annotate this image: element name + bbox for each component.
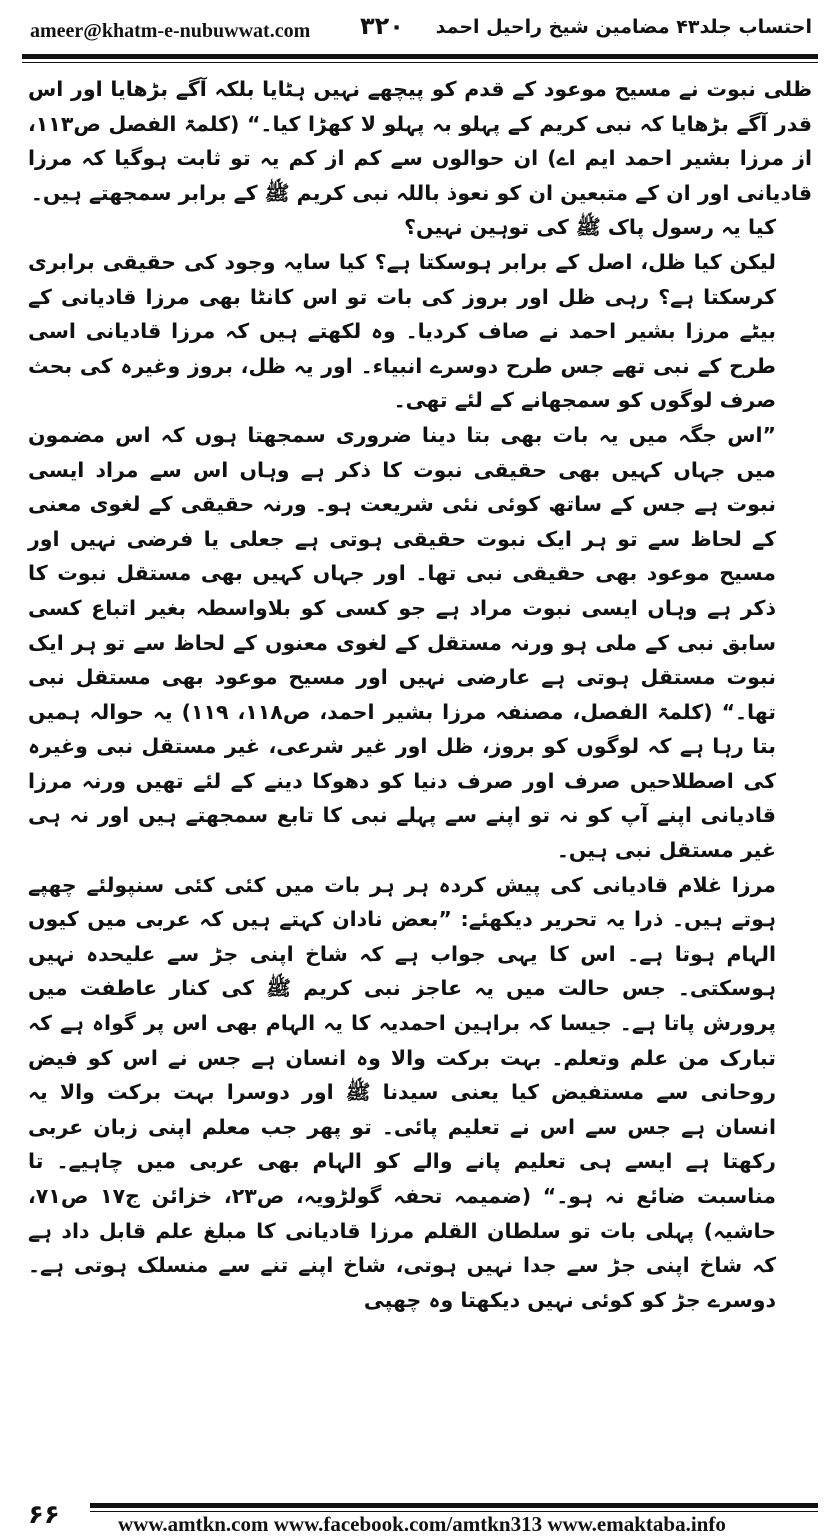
footer-page-number: ۶۶ [28, 1500, 60, 1530]
paragraph-2: کیا یہ رسول پاک ﷺ کی توہین نہیں؟ [404, 215, 776, 240]
header-rule-thick [22, 54, 818, 59]
paragraph-1: ظلی نبوت نے مسیح موعود کے قدم کو پیچھے نہیں ہٹایا بلکہ آگے بڑھایا اور اس قدر آگے بڑھایا کہ نبی کریم کے پہلو بہ پہلو لا کھڑا کیا۔“ (کلمۃ الفصل ص۱۱۳، از مرزا بشیر احمد ایم اے) ان حوالوں سے کم از کم یہ تو ثابت ہوگیا کہ مرزا قادیانی اور ان کے متبعین ان کو نعوذ باللہ نبی کریم ﷺ کے برابر سمجھتے ہیں۔ [28, 77, 812, 205]
footer-rule-thick [90, 1503, 818, 1508]
header-page-number: ۳۲۰ [360, 12, 404, 40]
paragraph-4-quote: ”اس جگہ میں یہ بات بھی بتا دینا ضروری سمجھتا ہوں کہ اس مضمون میں جہاں کہیں بھی حقیقی نبوت کا ذکر ہے وہاں اس سے مراد ایسی نبوت ہے جس کے ساتھ کوئی نئی شریعت ہو۔ ورنہ حقیقی کے لغوی معنی کے لحاظ سے تو ہر ایک نبوت حقیقی ہوتی ہے جعلی یا فرضی نہیں اور مسیح موعود بھی حقیقی نبی تھا۔ اور جہاں کہیں بھی مستقل نبوت کا ذکر ہے وہاں ایسی نبوت مراد ہے جو کسی کو بلاواسطہ بغیر اتباع کسی سابق نبی کے ملی ہو ورنہ مستقل کے لغوی معنوں کے لحاظ سے تو ہر ایک نبوت مستقل ہوتی ہے عارضی نہیں اور مسیح موعود بھی مستقل نبی تھا۔“ (کلمۃ الفصل، مصنفہ مرزا بشیر احمد، ص۱۱۸، ۱۱۹) یہ حوالہ ہمیں بتا رہا ہے کہ لوگوں کو بروز، ظل اور غیر شرعی، غیر مستقل نبی وغیرہ کی اصطلاحیں صرف اور صرف دنیا کو دھوکا دینے کے لئے تھیں ورنہ مرزا قادیانی اپنے آپ کو نہ تو اپنے سے پہلے نبی کا تابع سمجھتے ہیں اور نہ ہی غیر مستقل نبی ہیں۔ [28, 422, 776, 863]
page-body [28, 72, 812, 1452]
header-email: ameer@khatm-e-nubuwwat.com [30, 20, 311, 42]
header-rule-thin [22, 62, 818, 63]
footer-website-links: www.amtkn.com www.facebook.com/amtkn313 www.emaktaba.info [118, 1512, 726, 1536]
paragraph-5: مرزا غلام قادیانی کی پیش کردہ ہر ہر بات میں کئی کئی سنپولئے چھپے ہوتے ہیں۔ ذرا یہ تحریر دیکھئے: ”بعض نادان کہتے ہیں کہ عربی میں کیوں الہام ہوتا ہے۔ اس کا یہی جواب ہے کہ شاخ اپنی جڑ سے علیحدہ نہیں ہوسکتی۔ جس حالت میں یہ عاجز نبی کریم ﷺ کی کنار عاطفت میں پرورش پاتا ہے۔ جیسا کہ براہین احمدیہ کا یہ الہام بھی اس پر گواہ ہے کہ تبارک من علم وتعلم۔ بہت برکت والا وہ انسان ہے جس نے اس کو فیض روحانی سے مستفیض کیا یعنی سیدنا ﷺ اور دوسرا بہت برکت والا یہ انسان ہے جس سے اس نے تعلیم پائی۔ تو پھر جب معلم اپنی زبان عربی رکھتا ہے ایسے ہی تعلیم پانے والے کو الہام بھی عربی میں چاہیے۔ تا مناسبت ضائع نہ ہو۔“ (ضمیمہ تحفہ گولڑویہ، ص۲۳، خزائن ج۱۷ ص۷۱، حاشیہ) پہلی بات تو سلطان القلم مرزا قادیانی کا مبلغ علم قابل داد ہے کہ شاخ اپنی جڑ سے جدا نہیں ہوتی، شاخ اپنے تنے سے منسلک ہوتی ہے۔ دوسرے جڑ کو کوئی نہیں دیکھتا وہ چھپی [28, 872, 776, 1312]
header-book-title: احتساب جلد۴۳ مضامین شیخ راحیل احمد [435, 16, 812, 38]
paragraph-3: لیکن کیا ظل، اصل کے برابر ہوسکتا ہے؟ کیا سایہ وجود کی حقیقی برابری کرسکتا ہے؟ رہی ظل اور بروز کی بات تو اس کانٹا بھی مرزا قادیانی کے بیٹے مرزا بشیر احمد نے صاف کردیا۔ وہ لکھتے ہیں کہ مرزا قادیانی اسی طرح کے نبی تھے جس طرح دوسرے انبیاء۔ اور یہ ظل، بروز وغیرہ کی بحث صرف لوگوں کو سمجھانے کے لئے تھی۔ [28, 249, 776, 413]
page-header [0, 0, 840, 60]
